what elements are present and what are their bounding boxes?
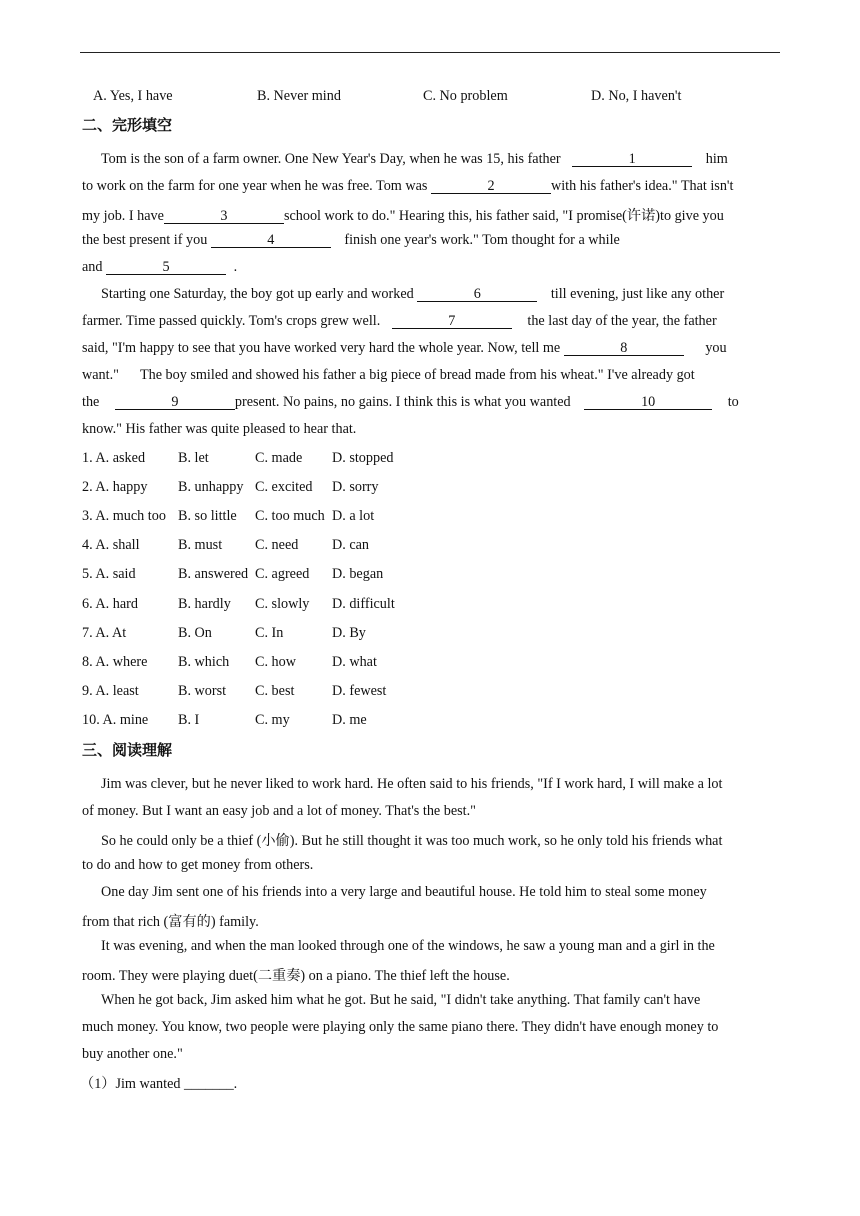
cloze-line-4: the best present if you 4 finish one year's work." Tom thought for a while: [82, 232, 620, 248]
question-7-option-b: B. On: [178, 625, 212, 641]
question-4-option-d: D. can: [332, 537, 370, 553]
question-8-option-a: 8. A. where: [82, 654, 148, 670]
question-9-option-b: B. worst: [178, 683, 227, 699]
question-6-option-b: B. hardly: [178, 596, 231, 612]
question-5-option-c: C. agreed: [255, 566, 310, 582]
question-2-option-b: B. unhappy: [178, 479, 244, 495]
cloze-line-11: know." His father was quite pleased to hear that.: [82, 421, 357, 437]
question-5-option-d: D. began: [332, 566, 384, 582]
question-2-option-a: 2. A. happy: [82, 479, 148, 495]
header-rule: [80, 52, 780, 53]
cloze-line-7: farmer. Time passed quickly. Tom's crops grew well. 7 the last day of the year, the father: [82, 313, 717, 329]
question-4-option-c: C. need: [255, 537, 299, 553]
question-5-option-a: 5. A. said: [82, 566, 136, 582]
question-4-option-b: B. must: [178, 537, 223, 553]
question-1-option-d: D. stopped: [332, 450, 394, 466]
question-3-option-c: C. too much: [255, 508, 325, 524]
option-c: C. No problem: [423, 88, 508, 104]
reading-line-10: much money. You know, two people were playing only the same piano there. They didn't have enough money to: [82, 1019, 719, 1035]
option-d: D. No, I haven't: [591, 88, 682, 104]
question-2-option-d: D. sorry: [332, 479, 379, 495]
blank-8[interactable]: 8: [564, 341, 684, 356]
question-9-option-c: C. best: [255, 683, 295, 699]
reading-line-2: of money. But I want an easy job and a lot of money. That's the best.": [82, 803, 476, 819]
question-8-option-c: C. how: [255, 654, 296, 670]
question-8-option-d: D. what: [332, 654, 377, 670]
question-8-option-b: B. which: [178, 654, 230, 670]
blank-1[interactable]: 1: [572, 152, 692, 167]
reading-line-11: buy another one.": [82, 1046, 183, 1062]
question-10-option-b: B. I: [178, 712, 200, 728]
question-9-option-a: 9. A. least: [82, 683, 139, 699]
question-10-option-d: D. me: [332, 712, 367, 728]
reading-question-1: （1）Jim wanted _______.: [80, 1076, 238, 1092]
reading-line-7: It was evening, and when the man looked through one of the windows, he saw a young man and a girl in the: [101, 938, 715, 954]
reading-line-6: from that rich (富有的) family.: [82, 914, 259, 930]
reading-line-4: to do and how to get money from others.: [82, 857, 314, 873]
question-10-option-c: C. my: [255, 712, 290, 728]
question-5-option-b: B. answered: [178, 566, 249, 582]
blank-7[interactable]: 7: [392, 314, 512, 329]
cloze-line-8: said, "I'm happy to see that you have worked very hard the whole year. Now, tell me 8 you: [82, 340, 727, 356]
cloze-line-9: want." The boy smiled and showed his father a big piece of bread made from his wheat." I've already got: [82, 367, 695, 383]
blank-10[interactable]: 10: [584, 395, 712, 410]
blank-2[interactable]: 2: [431, 179, 551, 194]
question-2-option-c: C. excited: [255, 479, 313, 495]
blank-6[interactable]: 6: [417, 287, 537, 302]
question-7-option-d: D. By: [332, 625, 366, 641]
question-1-option-b: B. let: [178, 450, 209, 466]
question-4-option-a: 4. A. shall: [82, 537, 140, 553]
cloze-line-10: the 9 present. No pains, no gains. I think this is what you wanted 10 to: [82, 394, 739, 410]
reading-line-1: Jim was clever, but he never liked to work hard. He often said to his friends, "If I work hard, I will make a lot: [101, 776, 723, 792]
cloze-line-2: to work on the farm for one year when he was free. Tom was 2 with his father's idea." That isn't: [82, 178, 734, 194]
option-b: B. Never mind: [257, 88, 341, 104]
question-3-option-a: 3. A. much too: [82, 508, 166, 524]
question-3-option-b: B. so little: [178, 508, 237, 524]
question-1-option-a: 1. A. asked: [82, 450, 146, 466]
question-6-option-d: D. difficult: [332, 596, 395, 612]
cloze-line-1: Tom is the son of a farm owner. One New Year's Day, when he was 15, his father 1 him: [101, 151, 728, 167]
question-3-option-d: D. a lot: [332, 508, 375, 524]
section2-heading: 二、完形填空: [82, 116, 173, 134]
question-1-option-c: C. made: [255, 450, 303, 466]
blank-3[interactable]: 3: [164, 209, 284, 224]
blank-4[interactable]: 4: [211, 233, 331, 248]
question-7-option-a: 7. A. At: [82, 625, 127, 641]
question-10-option-a: 10. A. mine: [82, 712, 149, 728]
question-6-option-c: C. slowly: [255, 596, 310, 612]
cloze-line-5: and 5 .: [82, 259, 238, 275]
section3-heading: 三、阅读理解: [82, 741, 173, 759]
blank-9[interactable]: 9: [115, 395, 235, 410]
question-6-option-a: 6. A. hard: [82, 596, 138, 612]
cloze-line-6: Starting one Saturday, the boy got up early and worked 6 till evening, just like any other: [101, 286, 725, 302]
blank-5[interactable]: 5: [106, 260, 226, 275]
question-9-option-d: D. fewest: [332, 683, 387, 699]
cloze-line-3: my job. I have 3 school work to do." Hearing this, his father said, "I promise(许诺)to give you: [82, 208, 724, 224]
question-7-option-c: C. In: [255, 625, 284, 641]
reading-line-8: room. They were playing duet(二重奏) on a piano. The thief left the house.: [82, 968, 510, 984]
option-a: A. Yes, I have: [93, 88, 173, 104]
reading-line-9: When he got back, Jim asked him what he got. But he said, "I didn't take anything. That family can't have: [101, 992, 701, 1008]
reading-line-5: One day Jim sent one of his friends into a very large and beautiful house. He told him to steal some money: [101, 884, 707, 900]
reading-line-3: So he could only be a thief (小偷). But he still thought it was too much work, so he only told his friends what: [101, 833, 723, 849]
